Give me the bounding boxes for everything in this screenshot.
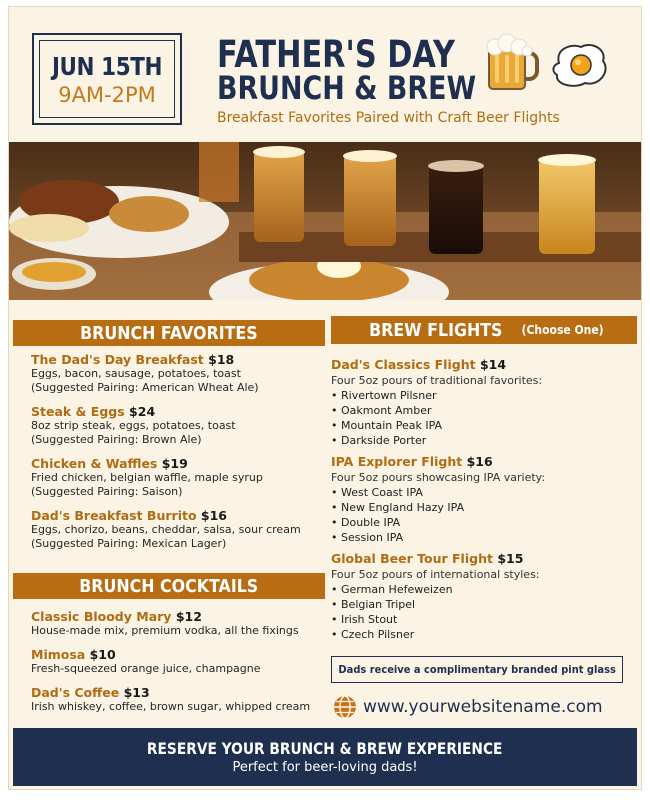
tagline: Breakfast Favorites Paired with Craft Beer Flights <box>217 110 560 126</box>
beer-list-item: • Oakmont Amber <box>331 403 631 418</box>
beer-list-item: • Mountain Peak IPA <box>331 418 631 433</box>
beer-list-item: • New England Hazy IPA <box>331 500 631 515</box>
beer-list-item: • Czech Pilsner <box>331 627 631 642</box>
fried-egg-icon <box>549 41 611 89</box>
reserve-subtext: Perfect for beer-loving dads! <box>232 760 418 775</box>
event-date: JUN 15TH <box>51 51 163 81</box>
website-link[interactable]: www.yourwebsitename.com <box>363 697 603 717</box>
beer-list-item: • Darkside Porter <box>331 433 631 448</box>
beer-list-item: • Rivertown Pilsner <box>331 388 631 403</box>
beer-list-item: • German Hefeweizen <box>331 582 631 597</box>
title-line1: FATHER'S DAY <box>217 33 455 76</box>
beer-list-item: • Belgian Tripel <box>331 597 631 612</box>
menu-item: Classic Bloody Mary $12 House-made mix, premium vodka, all the fixings <box>31 609 299 637</box>
date-box <box>32 33 182 125</box>
brunch-menu <box>31 352 331 560</box>
brunch-favorites-heading: BRUNCH FAVORITES <box>13 320 325 346</box>
beer-list <box>331 388 631 448</box>
menu-item: Dad's Breakfast Burrito $16 Eggs, chorizo, beans, cheddar, salsa, sour cream (Suggested Pairing: Mexican Lager) <box>31 508 301 550</box>
brunch-cocktails-heading: BRUNCH COCKTAILS <box>13 573 325 599</box>
event-time: 9AM-2PM <box>58 82 156 107</box>
promo-banner: Dads receive a complimentary branded pint glass <box>331 656 623 683</box>
menu-item: Chicken & Waffles $19 Fried chicken, belgian waffle, maple syrup (Suggested Pairing: Saison) <box>31 456 263 498</box>
flyer <box>8 6 642 790</box>
flight-item: Global Beer Tour Flight $15 Four 5oz pours of international styles: • German Hefeweizen • Belgian Tripel • Irish Stout • Czech Pilsner <box>331 551 631 642</box>
brew-flights-heading: BREW FLIGHTS (Choose One) <box>331 316 637 344</box>
menu-item: Dad's Coffee $13 Irish whiskey, coffee, brown sugar, whipped cream <box>31 685 311 713</box>
beer-list <box>331 582 631 642</box>
beer-list-item: • West Coast IPA <box>331 485 631 500</box>
menu-item: The Dad's Day Breakfast $18 Eggs, bacon, sausage, potatoes, toast (Suggested Pairing: American Wheat Ale) <box>31 352 259 394</box>
cocktails-menu <box>31 609 331 723</box>
food-and-beer-photo <box>9 142 641 300</box>
beer-list <box>331 485 631 545</box>
globe-icon <box>333 695 357 719</box>
reserve-banner[interactable] <box>13 728 637 786</box>
flight-item: Dad's Classics Flight $14 Four 5oz pours of traditional favorites: • Rivertown Pilsner • Oakmont Amber • Mountain Peak IPA • Darkside Porter <box>331 357 631 448</box>
menu-item: Mimosa $10 Fresh-squeezed orange juice, champagne <box>31 647 261 675</box>
brew-flights-menu <box>331 357 631 648</box>
reserve-cta: RESERVE YOUR BRUNCH & BREW EXPERIENCE <box>147 739 503 758</box>
beer-mug-icon <box>483 33 539 93</box>
beer-list-item: • Double IPA <box>331 515 631 530</box>
beer-list-item: • Session IPA <box>331 530 631 545</box>
menu-item: Steak & Eggs $24 8oz strip steak, eggs, potatoes, toast (Suggested Pairing: Brown Ale) <box>31 404 236 446</box>
title-line2: BRUNCH & BREW <box>217 69 477 107</box>
flight-item: IPA Explorer Flight $16 Four 5oz pours showcasing IPA variety: • West Coast IPA • New England Hazy IPA • Double IPA • Session IPA <box>331 454 631 545</box>
beer-list-item: • Irish Stout <box>331 612 631 627</box>
